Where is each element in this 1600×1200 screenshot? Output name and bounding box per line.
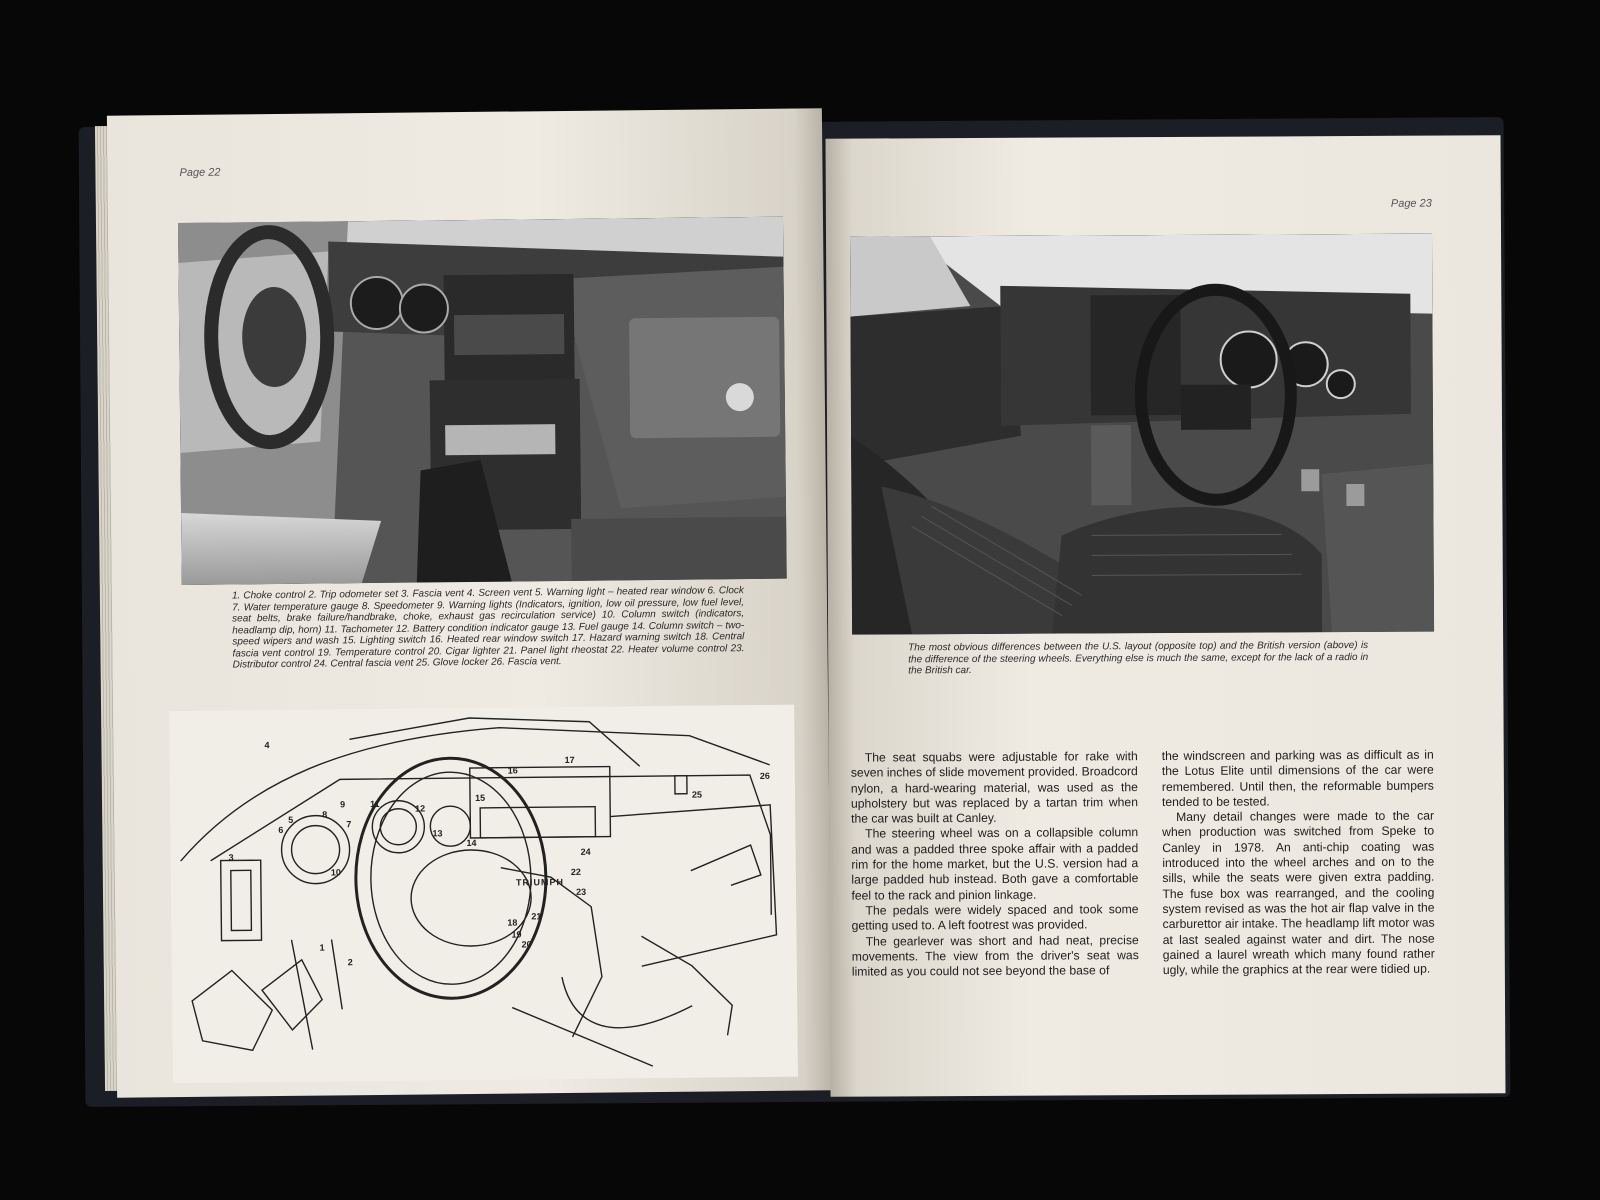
callout-9: 9	[340, 799, 346, 810]
paragraph: The seat squabs were adjustable for rake with seven inches of slide movement provided. Broadcord nylon, a hard-wearing material, was used as the upholstery but was replaced by a tartan trim when the car was built at Canley.	[850, 749, 1139, 826]
callout-3: 3	[228, 852, 234, 863]
callout-17: 17	[564, 754, 575, 766]
callout-10: 10	[330, 867, 341, 878]
callout-13: 13	[432, 828, 443, 839]
uk-photo-caption: The most obvious differences between the U.S. layout (opposite top) and the British version (above) is the difference of the steering wheels. Everything else is much the same, except for the lack of a radio in the British car.	[908, 639, 1369, 677]
callout-15: 15	[474, 792, 486, 803]
callout-6: 6	[278, 824, 284, 836]
callout-12: 12	[415, 803, 426, 814]
callout-19: 19	[511, 929, 522, 940]
page-number-right: Page 23	[1390, 197, 1432, 210]
callout-18: 18	[507, 917, 518, 928]
callout-7: 7	[346, 819, 352, 830]
page-number-left: Page 22	[179, 166, 221, 180]
callout-26: 26	[759, 770, 770, 781]
body-text-column-1	[851, 749, 1139, 980]
callout-4: 4	[264, 740, 270, 751]
callout-21: 21	[531, 911, 542, 922]
right-page	[825, 135, 1505, 1097]
paragraph: the windscreen and parking was as difficult as in the Lotus Elite until dimensions of the car were remembered. Until then, the reformable bumpers tended to be tested.	[1161, 747, 1434, 809]
callout-5: 5	[288, 814, 294, 825]
us-dashboard-photo	[178, 217, 787, 585]
callout-23: 23	[575, 886, 587, 897]
body-text-column-2	[1162, 748, 1435, 979]
steering-badge-text: TRIUMPH	[515, 877, 564, 888]
callout-1: 1	[319, 942, 325, 953]
paragraph: The gearlever was short and had neat, precise movements. The view from the driver's seat was limited as you could not see beyond the base of	[851, 932, 1139, 979]
dashboard-legend-caption: 1. Choke control 2. Trip odometer set 3. Fascia vent 4. Screen vent 5. Warning light – heated rear window 6. Clock 7. Water temperature gauge 8. Speedometer 9. Warning lights (Indicators, ignition, low oil pressure, low fuel level, seat belts, brake failure/handbrake, choke, exhaust gas recirculation service) 10. Column switch (indicators, headlamp dip, horn) 11. Tachometer 12. Battery condition indicator gauge 13. Fuel gauge 14. Column switch – two-speed wipers and wash 15. Lighting switch 16. Heated rear window switch 17. Hazard warning switch 18. Central fascia vent control 19. Temperature control 20. Cigar lighter 21. Panel light rheostat 22. Heater volume control 23. Distributor control 24. Central fascia vent 25. Glove locker 26. Fascia vent.	[231, 585, 745, 671]
callout-8: 8	[322, 809, 328, 820]
callout-2: 2	[347, 957, 353, 968]
dashboard-line-drawing	[169, 705, 798, 1084]
callout-11: 11	[370, 798, 380, 810]
callout-25: 25	[691, 789, 703, 800]
callout-16: 16	[507, 765, 518, 776]
callout-22: 22	[570, 866, 581, 877]
paragraph: Many detail changes were made to the car when production was switched from Speke to Canley in 1978. An anti-chip coating was introduced into the wheel arches and on to the sills, while the seats were given extra padding. The fuse box was rearranged, and the cooling system revised as was the hot air flap valve in the carburettor air intake. The headlamp lift motor was at last sealed against water and dirt. The nose gained a laurel wreath which many found rather ugly, while the graphics at the rear were tidied up.	[1162, 808, 1435, 978]
paragraph: The pedals were widely spaced and took some getting used to. A left footrest was provided.	[851, 902, 1139, 933]
callout-20: 20	[521, 939, 532, 950]
left-page	[107, 108, 832, 1097]
uk-dashboard-photo	[850, 234, 1434, 635]
paragraph: The steering wheel was on a collapsible column and was a padded three spoke affair with a padded rim for the home market, but the U.S. version had a large padded hub instead. Both gave a comfortable feel to the rack and pinion linkage.	[851, 825, 1139, 903]
callout-14: 14	[466, 837, 477, 849]
callout-24: 24	[580, 846, 591, 857]
